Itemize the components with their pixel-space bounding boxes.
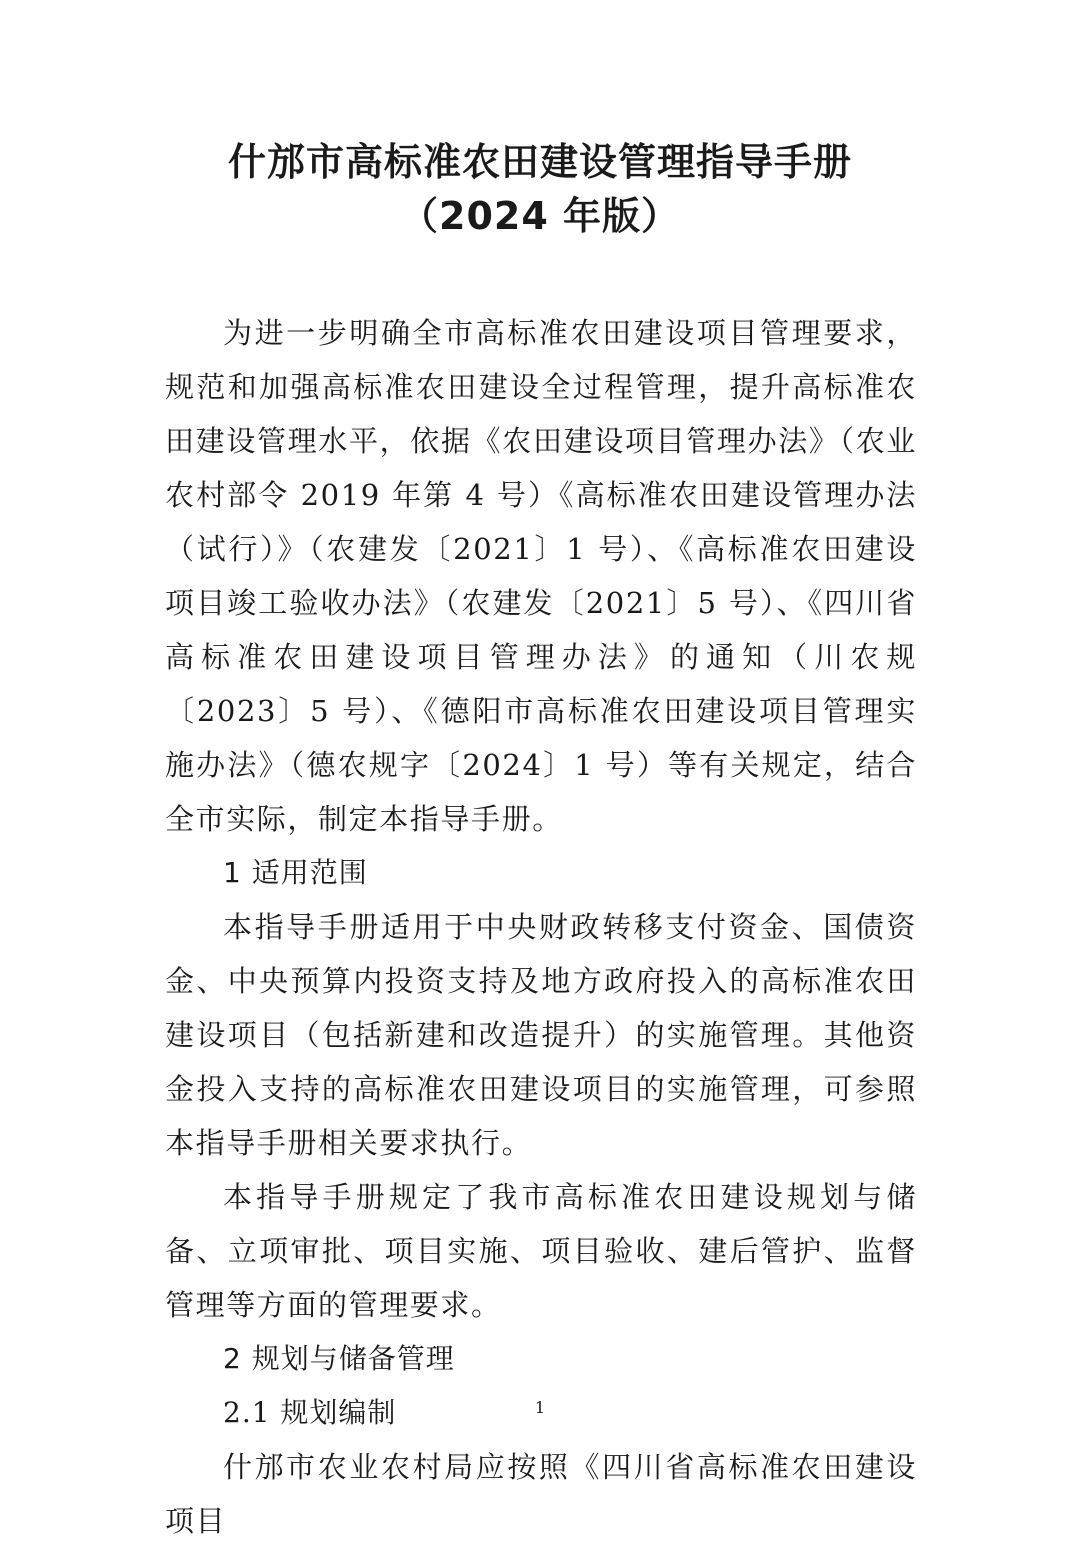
section-1-paragraph-2: 本指导手册规定了我市高标准农田建设规划与储备、立项审批、项目实施、项目验收、建后管护、监督管理等方面的管理要求。: [165, 1180, 917, 1322]
section-2-1-paragraph: 什邡市农业农村局应按照《四川省高标准农田建设项目: [165, 1450, 917, 1538]
section-2-heading: 2 规划与储备管理: [223, 1342, 455, 1375]
document-title: 什邡市高标准农田建设管理指导手册: [227, 140, 852, 184]
document-edition: （2024 年版）: [400, 194, 680, 238]
section-1-heading: 1 适用范围: [223, 856, 368, 889]
document-body: [165, 306, 917, 1548]
intro-paragraph: 为进一步明确全市高标准农田建设项目管理要求，规范和加强高标准农田建设全过程管理，提升高标准农田建设管理水平，依据《农田建设项目管理办法》（农业农村部令 2019 年第 4 号）《高标准农田建设管理办法（试行）》（农建发〔2021〕1 号）、《高标准农田建设项目竣工验收办法》（农建发〔2021〕5 号）、《四川省高标准农田建设项目管理办法》的通知（川农规〔2023〕5 号）、《德阳市高标准农田建设项目管理实施办法》（德农规字〔2024〕1 号）等有关规定，结合全市实际，制定本指导手册。: [165, 316, 917, 836]
page-number: 1: [534, 1398, 546, 1417]
section-1-paragraph-1: 本指导手册适用于中央财政转移支付资金、国债资金、中央预算内投资支持及地方政府投入的高标准农田建设项目（包括新建和改造提升）的实施管理。其他资金投入支持的高标准农田建设项目的实施管理，可参照本指导手册相关要求执行。: [165, 910, 917, 1160]
section-2-1-heading: 2.1 规划编制: [223, 1396, 397, 1429]
